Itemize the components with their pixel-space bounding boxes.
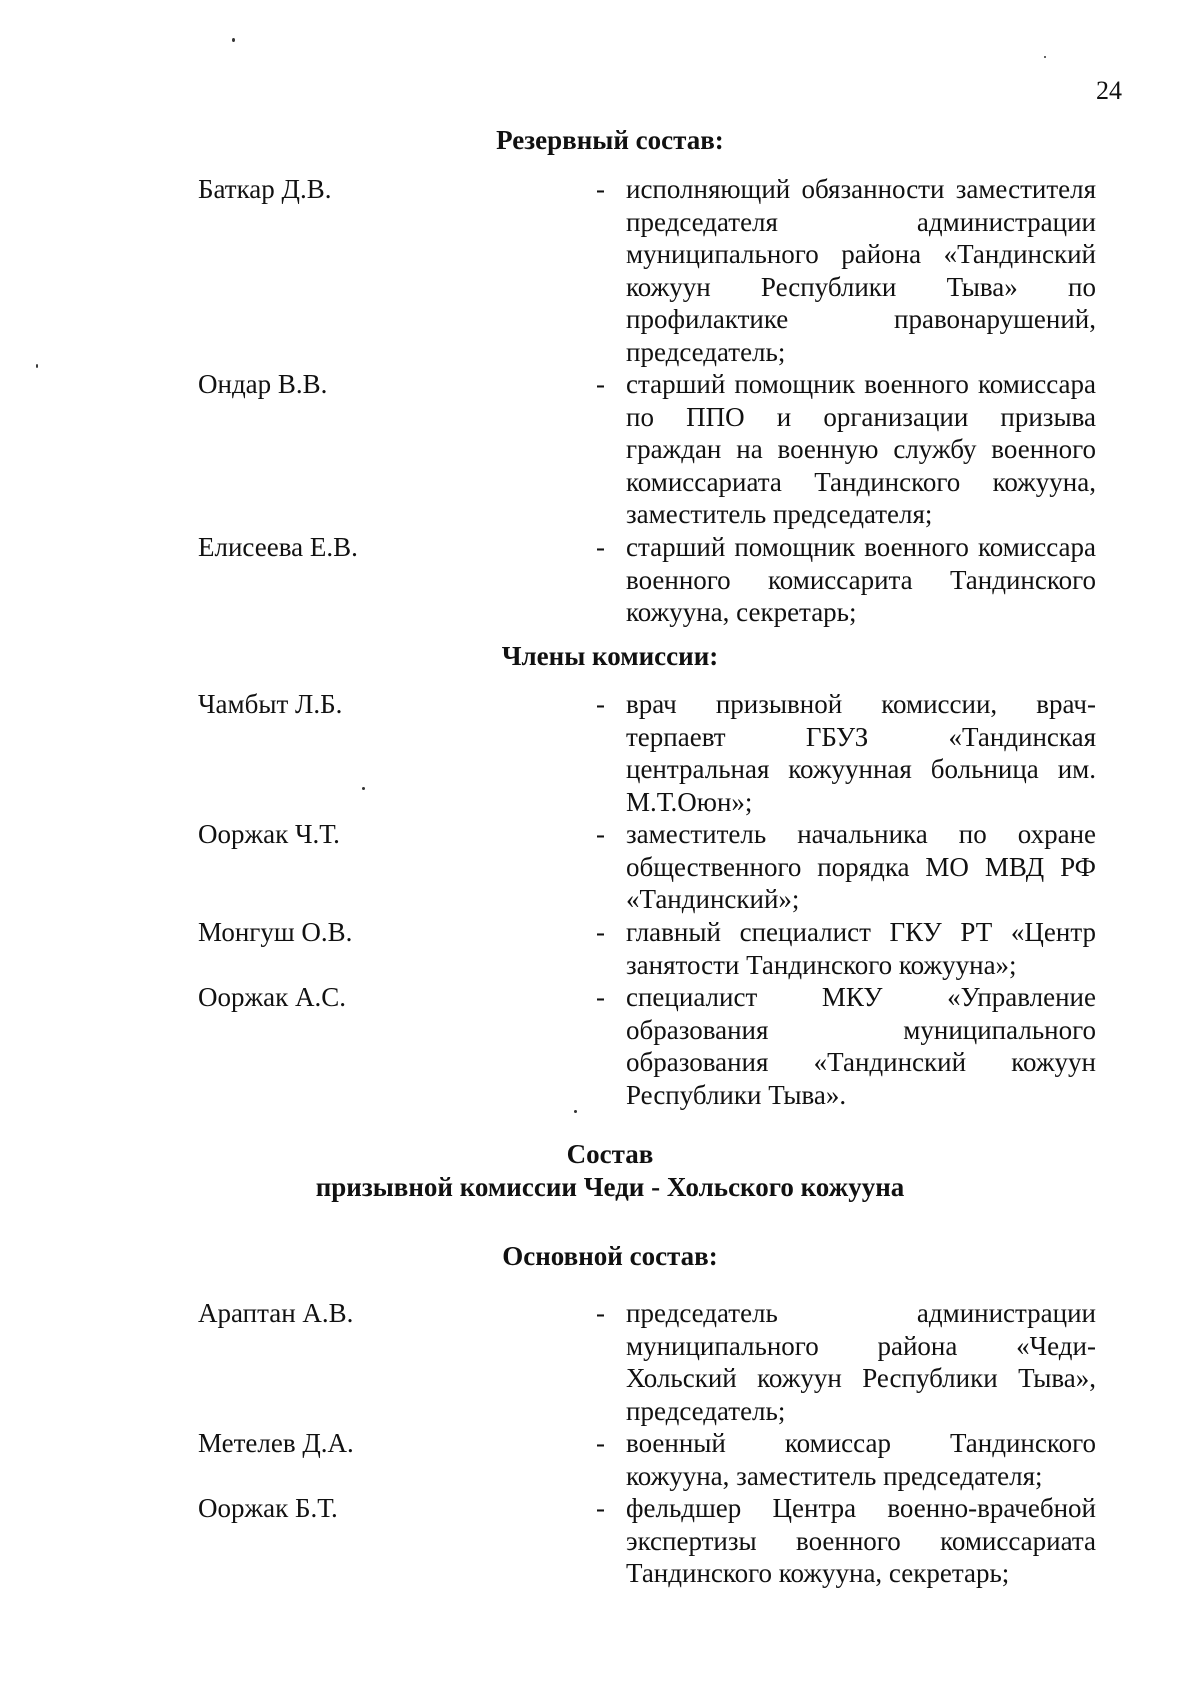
entry-dash: - [596,1493,605,1523]
entry-name: Баткар Д.В. [198,174,332,204]
entry-description: главный специалист ГКУ РТ «Центр занятости Тандинского кожууна»; [626,917,1096,980]
entry-dash: - [596,532,605,562]
entry-description: председатель администрации муниципального района «Чеди-Хольский кожуун Республики Тыва», председатель; [626,1298,1096,1426]
entry-dash: - [596,1428,605,1458]
entry-dash: - [596,689,605,719]
scan-speck [362,787,365,790]
reserve-list [198,173,1098,629]
members-list [198,688,1098,1111]
member-entry [198,981,1098,1111]
entry-description: исполняющий обязанности заместителя председателя администрации муниципального района «Тандинский кожуун Республики Тыва» по профилактике правонарушений, председатель; [626,174,1096,367]
entry-dash: - [596,174,605,204]
entry-name: Ооржак Ч.Т. [198,819,340,849]
entry-dash: - [596,369,605,399]
reserve-heading: Резервный состав: [496,125,724,155]
entry-description: специалист МКУ «Управление образования муниципального образования «Тандинский кожуун Республики Тыва». [626,982,1096,1110]
reserve-entry [198,173,1098,368]
entry-name: Ооржак А.С. [198,982,347,1012]
scan-speck [574,1110,577,1113]
main-list [198,1297,1098,1590]
entry-name: Монгуш О.В. [198,917,353,947]
entry-description: старший помощник военного комиссара по ППО и организации призыва граждан на военную службу военного комиссариата Тандинского кожууна, заместитель председателя; [626,369,1096,529]
entry-description: врач призывной комиссии, врач-терпаевт ГБУЗ «Тандинская центральная кожуунная больница им. М.Т.Оюн»; [626,689,1096,817]
page-number: 24 [1096,76,1122,105]
entry-dash: - [596,982,605,1012]
entry-name: Ооржак Б.Т. [198,1493,338,1523]
main-entry [198,1297,1098,1427]
entry-dash: - [596,1298,605,1328]
reserve-entry [198,531,1098,629]
scan-speck [36,364,38,368]
main-heading: Основной состав: [502,1241,718,1271]
entry-description: заместитель начальника по охране общественного порядка МО МВД РФ «Тандинский»; [626,819,1096,914]
member-entry [198,818,1098,916]
entry-name: Чамбыт Л.Б. [198,689,343,719]
composition-title: Состав [566,1139,654,1169]
entry-name: Ондар В.В. [198,369,328,399]
scan-speck [232,38,235,42]
members-heading: Члены комиссии: [501,641,719,671]
member-entry [198,916,1098,981]
entry-description: старший помощник военного комиссара военного комиссарита Тандинского кожууна, секретарь; [626,532,1096,627]
main-entry [198,1492,1098,1590]
main-entry [198,1427,1098,1492]
composition-subtitle: призывной комиссии Чеди - Хольского кожууна [315,1172,905,1202]
entry-description: военный комиссар Тандинского кожууна, заместитель председателя; [626,1428,1096,1491]
entry-dash: - [596,917,605,947]
entry-description: фельдшер Центра военно-врачебной экспертизы военного комиссариата Тандинского кожууна, секретарь; [626,1493,1096,1588]
entry-name: Араптан А.В. [198,1298,354,1328]
entry-dash: - [596,819,605,849]
entry-name: Метелев Д.А. [198,1428,354,1458]
member-entry [198,688,1098,818]
scan-speck [1044,56,1046,58]
reserve-entry [198,368,1098,531]
entry-name: Елисеева Е.В. [198,532,358,562]
